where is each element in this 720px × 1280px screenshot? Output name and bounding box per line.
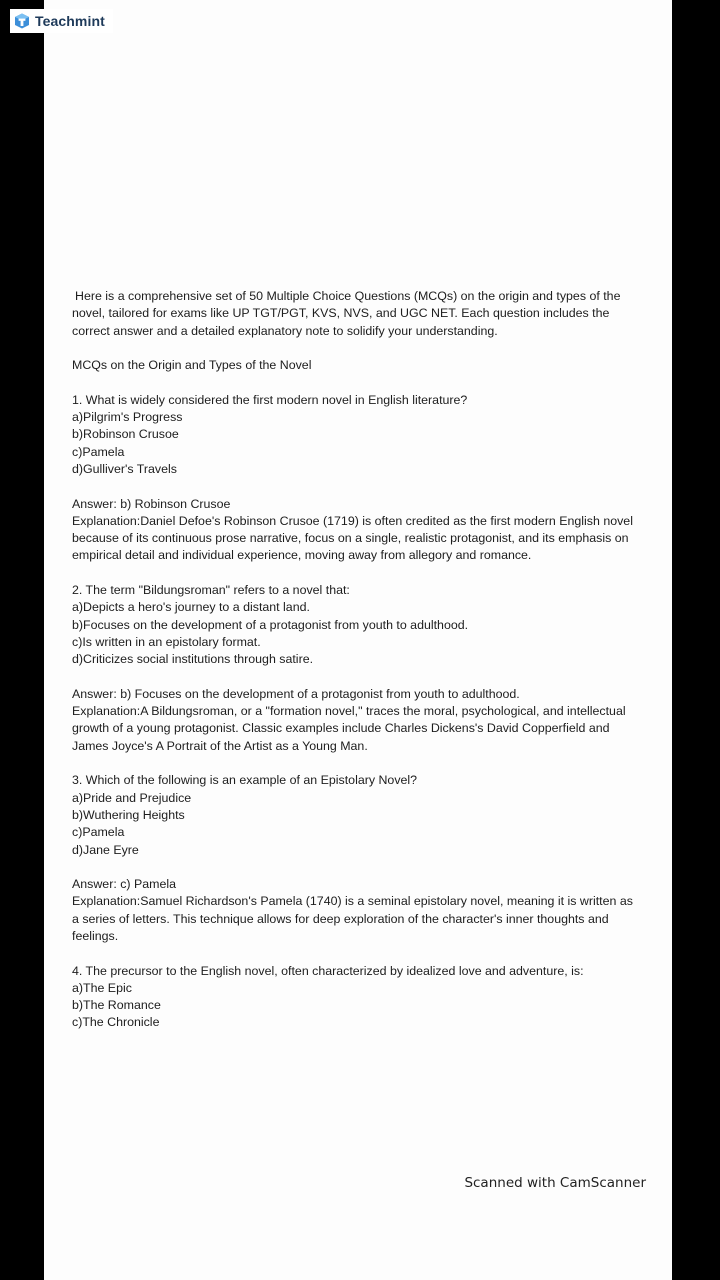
option: c)The Chronicle: [72, 1015, 160, 1030]
option: b)Robinson Crusoe: [72, 427, 179, 442]
option: c)Pamela: [72, 444, 125, 459]
explanation-text: Explanation:Samuel Richardson's Pamela (1740) is a seminal epistolary novel, meaning it is written as a series of letters. This technique allows for deep exploration of the character's inner thoughts and feelings.: [72, 894, 633, 943]
teachmint-logo-icon: [14, 13, 30, 29]
document-body: [72, 288, 642, 1049]
option: c)Pamela: [72, 825, 125, 840]
camscanner-footer: Scanned with CamScanner: [464, 1175, 646, 1191]
option: d)Criticizes social institutions through satire.: [72, 652, 314, 667]
answer-text: Answer: b) Robinson Crusoe: [72, 496, 231, 511]
option: a)Depicts a hero's journey to a distant land.: [72, 600, 310, 615]
option: a)The Epic: [72, 980, 132, 995]
intro-paragraph: [72, 288, 642, 340]
section-title-text: MCQs on the Origin and Types of the Novel: [72, 358, 312, 373]
option: c)Is written in an epistolary format.: [72, 634, 261, 649]
answer-block: [72, 876, 642, 945]
answer-text: Answer: c) Pamela: [72, 877, 176, 892]
explanation-text: Explanation:Daniel Defoe's Robinson Crusoe (1719) is often credited as the first modern English novel because of its continuous prose narrative, focus on a single, realistic protagonist, and its emphasis on empirical detail and individual experience, moving away from allegory and romance.: [72, 513, 633, 563]
option: b)Focuses on the development of a protagonist from youth to adulthood.: [72, 617, 469, 632]
answer-block: [72, 496, 642, 565]
question-block: [72, 582, 642, 668]
question-text: 3. Which of the following is an example of an Epistolary Novel?: [72, 773, 418, 788]
question-block: [72, 772, 642, 858]
question-text: 2. The term "Bildungsroman" refers to a novel that:: [72, 583, 350, 598]
option: b)The Romance: [72, 998, 161, 1013]
option: a)Pride and Prejudice: [72, 790, 192, 805]
question-text: 4. The precursor to the English novel, often characterized by idealized love and adventure, is:: [72, 963, 584, 978]
option: b)Wuthering Heights: [72, 807, 185, 822]
intro-text: Here is a comprehensive set of 50 Multiple Choice Questions (MCQs) on the origin and types of the novel, tailored for exams like UP TGT/PGT, KVS, NVS, and UGC NET. Each question includes the correct answer and a detailed explanatory note to solidify your understanding.: [72, 289, 621, 338]
teachmint-watermark: [10, 9, 113, 33]
explanation-text: Explanation:A Bildungsroman, or a "formation novel," traces the moral, psychological, and intellectual growth of a young protagonist. Classic examples include Charles Dickens's David Copperfield and James Joyce's A Portrait of the Artist as a Young Man.: [72, 704, 626, 753]
answer-text: Answer: b) Focuses on the development of a protagonist from youth to adulthood.: [72, 686, 520, 701]
option: a)Pilgrim's Progress: [72, 410, 183, 425]
answer-block: [72, 686, 642, 755]
question-text: 1. What is widely considered the first modern novel in English literature?: [72, 392, 468, 407]
watermark-brand: Teachmint: [35, 13, 105, 29]
option: d)Jane Eyre: [72, 842, 139, 857]
question-block: [72, 392, 642, 478]
question-block: [72, 963, 642, 1032]
section-title: [72, 357, 642, 374]
option: d)Gulliver's Travels: [72, 461, 177, 476]
